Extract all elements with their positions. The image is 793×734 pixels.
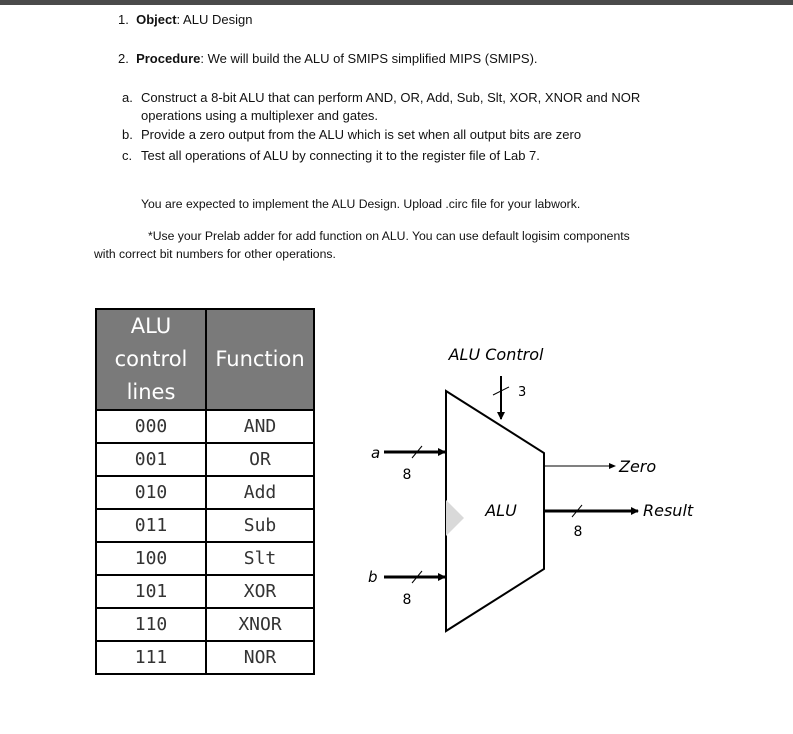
table-row [96, 542, 314, 575]
prelab-note-line1: *Use your Prelab adder for add function on ALU. You can use default logisim components [148, 229, 630, 243]
function-name: Add [206, 476, 314, 509]
function-name: XNOR [206, 608, 314, 641]
input-b-label: b [368, 568, 378, 586]
header-line-3: lines [126, 380, 176, 404]
control-code: 000 [96, 410, 206, 443]
item-1-label: Object [136, 12, 177, 27]
subitem-a-number: a. [122, 90, 133, 105]
header-line-2: control [114, 347, 188, 371]
input-a-label: a [371, 444, 381, 462]
item-1 [118, 11, 252, 28]
table-row [96, 476, 314, 509]
function-name: Sub [206, 509, 314, 542]
item-1-number: 1. [118, 12, 129, 27]
table-header-row [96, 309, 314, 410]
prelab-note-line2: with correct bit numbers for other operations. [94, 247, 336, 261]
control-code: 100 [96, 542, 206, 575]
alu-label: ALU [485, 501, 517, 520]
result-width: 8 [573, 524, 583, 540]
control-code: 110 [96, 608, 206, 641]
item-1-text: : ALU Design [176, 12, 253, 27]
item-2-label: Procedure [136, 51, 201, 66]
control-code: 101 [96, 575, 206, 608]
alu-diagram [360, 335, 720, 645]
header-line-1: ALU [130, 314, 172, 338]
function-name: NOR [206, 641, 314, 674]
control-code: 111 [96, 641, 206, 674]
zero-label: Zero [619, 457, 657, 476]
input-a-width: 8 [402, 467, 412, 483]
subitem-a-line1: Construct a 8-bit ALU that can perform AND, OR, Add, Sub, Slt, XOR, XNOR and NOR [141, 90, 641, 105]
subitem-b-number: b. [122, 127, 133, 142]
function-name: XOR [206, 575, 314, 608]
control-code: 011 [96, 509, 206, 542]
expected-note: You are expected to implement the ALU Design. Upload .circ file for your labwork. [141, 197, 581, 211]
subitem-b-text: Provide a zero output from the ALU which is set when all output bits are zero [141, 127, 582, 142]
function-name: OR [206, 443, 314, 476]
header-alu-control-lines [96, 309, 206, 410]
function-name: AND [206, 410, 314, 443]
control-width: 3 [518, 385, 527, 400]
subitem-c-text: Test all operations of ALU by connecting it to the register file of Lab 7. [141, 148, 540, 163]
header-function: Function [206, 309, 314, 410]
table-row [96, 641, 314, 674]
table-row [96, 575, 314, 608]
top-border [0, 0, 793, 5]
table-row [96, 443, 314, 476]
item-2-number: 2. [118, 51, 129, 66]
table-row [96, 608, 314, 641]
subitem-c-number: c. [122, 148, 133, 163]
result-label: Result [643, 501, 694, 520]
control-code: 001 [96, 443, 206, 476]
alu-control-label: ALU Control [448, 345, 544, 364]
item-2-text: : We will build the ALU of SMIPS simplified MIPS (SMIPS). [200, 51, 538, 66]
function-name: Slt [206, 542, 314, 575]
subitem-a-line2: operations using a multiplexer and gates. [141, 108, 379, 123]
table-row [96, 509, 314, 542]
input-b-width: 8 [402, 592, 412, 608]
item-2 [118, 50, 538, 67]
alu-control-table [95, 308, 315, 675]
control-code: 010 [96, 476, 206, 509]
table-row [96, 410, 314, 443]
